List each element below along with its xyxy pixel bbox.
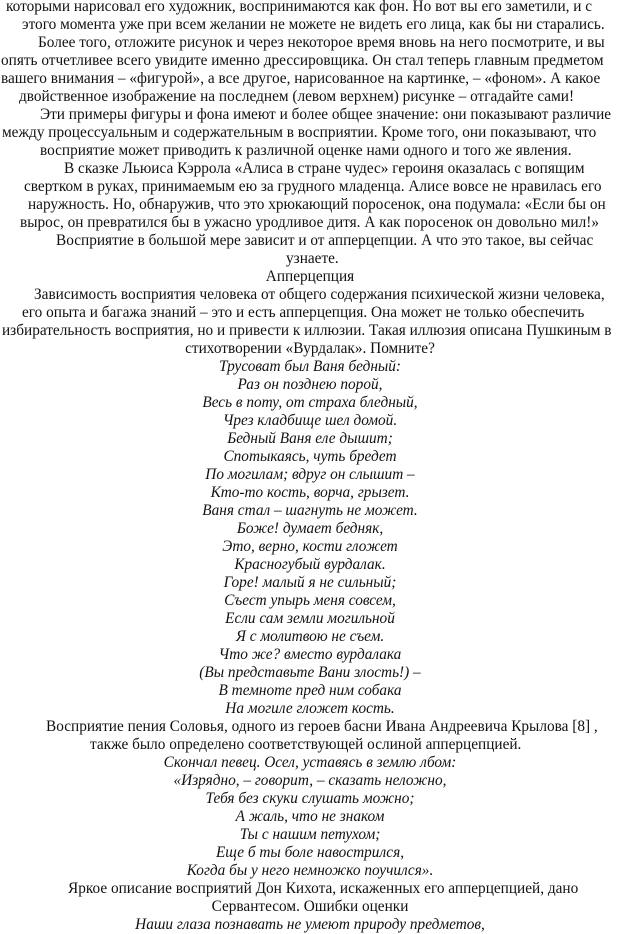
text-line: опять отчетливее всего увидите именно дрессировщика. Он стал теперь главным предметом: [1, 52, 604, 69]
text-line: Более того, отложите рисунок и через некоторое время вновь на него посмотрите, и вы: [38, 34, 605, 51]
poem-line: Боже! думает бедняк,: [236, 520, 384, 537]
poem-line: Чрез кладбище шел домой.: [222, 412, 398, 429]
text-line: Яркое описание восприятий Дон Кихота, искаженных его апперцепцией, дано: [68, 880, 579, 897]
poem-line: Ты с нашим петухом;: [239, 826, 381, 843]
poem-line: Трусоват был Ваня бедный:: [218, 358, 402, 375]
text-line: наружность. Но, обнаружив, что это хрюкающий поросенок, она подумала: «Если бы он: [28, 196, 606, 213]
text-line: которыми нарисовал его художник, воспринимаются как фон. Но вот вы его заметили, и с: [6, 0, 593, 15]
text-line: двойственное изображение на последнем (левом верхнем) рисунке – отгадайте сами!: [19, 88, 575, 105]
text-line: его опыта и багажа знаний – это и есть апперцепция. Она может не только обеспечить: [22, 304, 585, 321]
text-line: свертком в руках, принимаемым ею за грудного младенца. Алисе вовсе не нравилась его: [24, 178, 602, 195]
section-heading: Апперцепция: [265, 268, 355, 285]
poem-line: Бедный Ваня еле дышит;: [227, 430, 393, 447]
poem-line: «Изрядно, – говорит, – сказать неложно,: [173, 772, 447, 789]
text-line: восприятие может приводить к различной оценке нами одного и того же явления.: [40, 142, 572, 159]
poem-line: Ваня стал – шагнуть не может.: [202, 502, 418, 519]
poem-line: Съест упырь меня совсем,: [224, 592, 396, 609]
poem-line: Наши глаза познавать не умеют природу предметов,: [135, 916, 485, 933]
poem-line: А жаль, что не знаком: [235, 808, 385, 825]
poem-line: (Вы представьте Вани злость!) –: [199, 664, 421, 681]
text-line: Сервантесом. Ошибки оценки: [211, 898, 409, 915]
poem-line: Это, верно, кости гложет: [222, 538, 398, 555]
text-line: вашего внимания – «фигурой», а все другое, нарисованное на картинке, – «фоном». А какое: [1, 70, 601, 87]
poem-line: Раз он позднею порой,: [237, 376, 383, 393]
poem-line: Скончал певец. Осел, уставясь в землю лбом:: [163, 754, 457, 771]
poem-line: Когда бы у него немножко поучился».: [186, 862, 434, 879]
poem-line: По могилам; вдруг он слышит –: [205, 466, 415, 483]
poem-line: Еще б ты боле навострился,: [215, 844, 405, 861]
poem-line: Тебя без скуки слушать можно;: [205, 790, 415, 807]
poem-line: Что же? вместо вурдалака: [218, 646, 402, 663]
text-line: Зависимость восприятия человека от общего содержания психической жизни человека,: [34, 286, 605, 303]
poem-line: На могиле гложет кость.: [225, 700, 395, 717]
text-line: этого момента уже при всем желании не можете не видеть его лица, как бы ни старались.: [22, 16, 605, 33]
poem-line: Красногубый вурдалак.: [234, 556, 386, 573]
text-line: вырос, он превратился бы в ужасно уродливое дитя. А как поросенок он довольно мил!»: [20, 214, 599, 231]
poem-line: В темноте пред ним собака: [218, 682, 402, 699]
poem-line: Горе! малый я не сильный;: [223, 574, 397, 591]
text-line: Эти примеры фигуры и фона имеют и более общее значение: они показывают различие: [40, 106, 612, 123]
text-line: также было определено соответствующей ослиной апперцепцией.: [90, 736, 522, 753]
text-line: В сказке Льюиса Кэррола «Алиса в стране чудес» героиня оказалась с вопящим: [64, 160, 585, 177]
text-line: избирательность восприятия, но и привести к иллюзии. Такая иллюзия описана Пушкиным в: [2, 322, 612, 339]
text-line: узнаете.: [286, 250, 339, 267]
poem-line: Если сам земли могильной: [225, 610, 395, 627]
poem-line: Кто-то кость, ворча, грызет.: [210, 484, 410, 501]
text-line: между процессуальным и содержательным в восприятии. Кроме того, они показывают, что: [2, 124, 597, 141]
poem-line: Весь в поту, от страха бледный,: [202, 394, 418, 411]
text-line: стихотворении «Вурдалак». Помните?: [185, 340, 435, 357]
poem-line: Спотыкаясь, чуть бредет: [223, 448, 397, 465]
poem-line: Я с молитвою не съем.: [235, 628, 385, 645]
text-line: Восприятие в большой мере зависит и от апперцепции. А что это такое, вы сейчас: [56, 232, 594, 249]
text-line: Восприятие пения Соловья, одного из героев басни Ивана Андреевича Крылова [8] ,: [46, 718, 598, 735]
